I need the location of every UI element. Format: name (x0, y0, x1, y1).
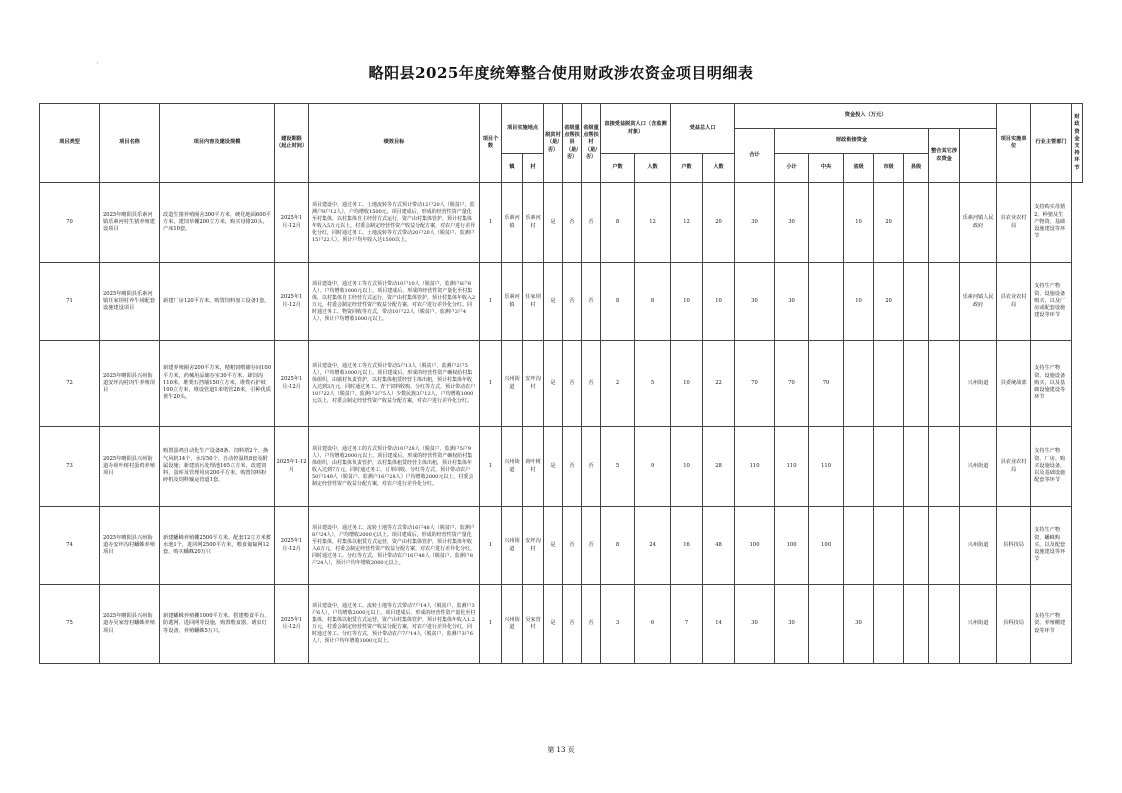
header-unit: 项目实施单位 (997, 104, 1031, 183)
cell-town: 乐素河镇 (502, 263, 523, 341)
cell-total-people: 20 (703, 183, 735, 263)
header-direct-benefit: 直接受益脱贫人口（含监测对象） (601, 104, 671, 154)
cell-content: 新建蟠蛛养殖棚2500平方米，配套12立方米蓄水池1个，进回网2500平方米，喂食匍匐网12套，购买蟠蛛20万只 (160, 507, 275, 585)
table-row (40, 507, 1083, 585)
cell-province: 10 (844, 183, 874, 263)
cell-key-village: 否 (582, 263, 601, 341)
cell-people: 5 (635, 341, 671, 427)
project-detail-table (39, 103, 1083, 664)
cell-count: 1 (480, 183, 502, 263)
table-row (40, 263, 1083, 341)
cell-other (929, 427, 960, 507)
header-location: 项目实施地点 (502, 104, 544, 154)
cell-people: 24 (635, 507, 671, 585)
cell-other (929, 507, 960, 585)
cell-households: 2 (601, 341, 635, 427)
cell-subtotal: 100 (775, 507, 809, 585)
cell-subtotal: 30 (775, 585, 809, 664)
cell-province (844, 427, 874, 507)
cell-unit: 兴州街道 (960, 585, 997, 664)
cell-village: 安坪沟村 (523, 507, 544, 585)
cell-content: 新建厂房120平方米，购置饲料加工设备1套。 (160, 263, 275, 341)
cell-village: 乐素河村 (523, 183, 544, 263)
cell-households: 8 (601, 183, 635, 263)
cell-support: 支持生产物资、设施设备购买，以及基础设施建设等环节 (1031, 341, 1072, 427)
header-households: 户数 (601, 154, 635, 183)
cell-total-households: 7 (671, 585, 703, 664)
cell-province (844, 341, 874, 427)
cell-total-households: 10 (671, 263, 703, 341)
header-poor: 脱贫村（是/否） (544, 104, 563, 183)
cell-town: 兴州街道 (502, 507, 523, 585)
cell-town: 兴州街道 (502, 427, 523, 507)
cell-people: 8 (635, 263, 671, 341)
cell-content: 新建养殖圈舍200平方米，精粗饲喂储存间100平方米，药械用品储存室30平方米，肆饲沟110米，堆粪石挡墙150立方米，堆粪石护坡100立方米，堆设管道1米堵管28米，引种优质黄牛20头。 (160, 341, 275, 427)
header-type: 项目类型 (40, 104, 100, 183)
table-body (40, 183, 1083, 664)
cell-city (874, 507, 904, 585)
cell-perf: 项目建设中，通过务工、流转土地等方式带动7户14人（脱贫户、监测户3户6人），户均增收2000元以上，项目建成后，形成的经营性资产量化至村集体，村集体以租赁方式运营，资产由村集体管护，预计村集体年收入1.2万元，村委会制定经营性资产收益分配方案，对农户进行差异化分红，同时通过务工、分红等方式，预计带动农户7户14人（脱贫户、监测户3户6人），预计户均年增收1000元以上。 (309, 585, 480, 664)
cell-content: 改造生猪养殖圈舍300平方米，硬化地面600平方米，建饲草棚200立方米，购买母猪20头，产床10套。 (160, 183, 275, 263)
cell-type: 74 (40, 507, 100, 585)
cell-province (844, 507, 874, 585)
cell-total-people: 14 (703, 585, 735, 664)
cell-dept: 县农业农村局 (997, 427, 1031, 507)
cell-village: 安坪沟村 (523, 341, 544, 427)
cell-sum: 70 (735, 341, 775, 427)
cell-period: 2025年1月-12月 (275, 341, 309, 427)
cell-unit: 兴州街道 (960, 341, 997, 427)
cell-poor: 是 (544, 427, 563, 507)
header-period: 建设期限（起止时间） (275, 104, 309, 183)
cell-poor: 是 (544, 585, 563, 664)
cell-unit: 乐素河镇人民政府 (960, 183, 997, 263)
cell-perf: 项目建设中，通过务工、土地流转等方式预计带动12户20人（脱贫户、监测户8户12人），户均增收1500元。项目建成后，形成的经营性资产量化至村集体，以村集体自主经营方式运行，资产由村集体管护，预计村集体年收入5万元以上，村委会制定经营性资产收益分配方案，对农户进行差异化分红，同时通过务工、土地流转等方式带动20户20人（脱贫户、监测户15户22人），预计户均年收入达1500以上。 (309, 183, 480, 263)
cell-key-county: 否 (563, 183, 582, 263)
cell-people: 12 (635, 183, 671, 263)
cell-name: 2025年略阳县兴州街道办安坪沟村蟠蛛养殖项目 (100, 507, 160, 585)
cell-city: 20 (874, 183, 904, 263)
header-sum: 合计 (735, 129, 775, 183)
cell-content: 新建蟠蛛养殖棚1000平方米，搭建喂食平台、防逃网、进回网等设施，购置喂食器、诱虫灯等设备，养殖蟠蛛5万只。 (160, 585, 275, 664)
cell-poor: 是 (544, 263, 563, 341)
cell-period: 2025年1-12月 (275, 427, 309, 507)
cell-central (809, 183, 844, 263)
cell-period: 2025年1月-12月 (275, 183, 309, 263)
cell-sum: 100 (735, 507, 775, 585)
page-number: 第 13 页 (547, 746, 575, 754)
header-other: 整合其它涉农资金 (929, 129, 960, 183)
cell-total-households: 10 (671, 427, 703, 507)
header-finance: 财政衔接资金 (775, 129, 929, 154)
cell-content: 购置蛋鸡自动化生产设备8条、饲料塔2个、换气风机14个、水帘50个、自动控温机8套及附属设施；新建消污处理池165立方米，改建饲料、蛋库及管理用房200平方米，购置饲料粉碎机及饲料输运管道1套。 (160, 427, 275, 507)
cell-village: 任家坝村 (523, 263, 544, 341)
cell-subtotal: 110 (775, 427, 809, 507)
cell-households: 8 (601, 263, 635, 341)
cell-count: 1 (480, 507, 502, 585)
header-key-county: 省级重点帮扶县（是/否） (563, 104, 582, 183)
cell-type: 72 (40, 341, 100, 427)
cell-village: 荷叶树村 (523, 427, 544, 507)
cell-village: 吴家营村 (523, 585, 544, 664)
cell-perf: 项目建设中，通过务工等方式预计带动5户13人（脱贫户、监测户2户5人），户均增收1000元以上。项目建成后，形成的经营性资产确权给村集体组织，由镇村负责管护，以村集体租赁经营主体出租，预计村集体年收入达到3万元，同时通过务工、青干饲料收购、分红等方式，预计带动农户10户22人（脱贫户、监测户2户5人）少数民族3户12人，户均增收1000元以上，村委会制定经营性资产收益分配方案，对农户进行差异化分红。 (309, 341, 480, 427)
cell-key-village: 否 (582, 341, 601, 427)
cell-name: 2025年略阳县兴州街道安坪沟村肉牛养殖项目 (100, 341, 160, 427)
cell-city (874, 427, 904, 507)
cell-perf: 项目建设中，通过务工、流转土地等方式带动16户48人（脱贫户、监测户8户24人），户均增收2000元以上。项目建成后，形成的经营性资产量化至村集体，村集体以租赁方式运营，资产由村集体管护，预计村集体年收入6万元，村委会制定经营性资产收益分配方案，对农户进行差异化分红，同时通过务工、分红等方式，预计带动农户16户48人（脱贫户、监测户8户24人），预计户均年增收2000元以上。 (309, 507, 480, 585)
cell-support: 支持生产物资、设施设备购买，以及厂房或配套设施建设等环节 (1031, 263, 1072, 341)
cell-sum: 30 (735, 183, 775, 263)
header-county: 县级 (904, 154, 929, 183)
header-content: 项目内容及建设规模 (160, 104, 275, 183)
cell-county (904, 263, 929, 341)
cell-name: 2025年略阳县兴州街道办荷叶树村蛋鸡养殖项目 (100, 427, 160, 507)
table-row (40, 341, 1083, 427)
cell-name: 2025年略阳县兴州街道办吴家营村蟠蛛养殖项目 (100, 585, 160, 664)
cell-total-households: 10 (671, 341, 703, 427)
cell-total-people: 28 (703, 427, 735, 507)
cell-perf: 项目建设中，通过务工等方式预计带动10户10人（脱贫户、监测户8户8人），户均增收1000元以上。项目建成后，形成的经营性资产量化至村集体，以村集体自主经营方式运行，资产由村集体管护，预计村集体年收入2万元，村委会制定经营性资产收益分配方案，对农户进行差异化分红。同时通过务工、物资回收等方式，带动10户22人（脱贫户、监测户2户4人），预计户均增收1000元以上。 (309, 263, 480, 341)
header-people: 人数 (635, 154, 671, 183)
cell-other (929, 341, 960, 427)
cell-name: 2025年略阳县乐素河镇任家坝村养牛场配套设施建设项目 (100, 263, 160, 341)
cell-key-village: 否 (582, 585, 601, 664)
cell-period: 2025年1月-12月 (275, 585, 309, 664)
cell-sum: 30 (735, 263, 775, 341)
cell-subtotal: 30 (775, 183, 809, 263)
cell-support: 支持生产物资、厂房、购买设施设备，以及基础设施配套等环节 (1031, 427, 1072, 507)
cell-subtotal: 30 (775, 263, 809, 341)
cell-key-village: 否 (582, 507, 601, 585)
cell-people: 6 (635, 585, 671, 664)
cell-unit: 兴州街道 (960, 507, 997, 585)
cell-sum: 110 (735, 427, 775, 507)
cell-people: 9 (635, 427, 671, 507)
cell-total-households: 16 (671, 507, 703, 585)
cell-county (904, 341, 929, 427)
cell-subtotal: 70 (775, 341, 809, 427)
header-count: 项目个数 (480, 104, 502, 183)
cell-count: 1 (480, 427, 502, 507)
cell-poor: 是 (544, 183, 563, 263)
cell-poor: 是 (544, 507, 563, 585)
cell-other (929, 263, 960, 341)
cell-central (809, 263, 844, 341)
cell-households: 3 (601, 585, 635, 664)
page-mark: ' (97, 62, 99, 69)
page-title: 略阳县2025年度统筹整合使用财政涉农资金项目明细表 (368, 64, 754, 82)
cell-city (874, 341, 904, 427)
header-dept: 行业主管部门 (1031, 104, 1072, 183)
header-province: 省级 (844, 154, 874, 183)
header-support: 财政资金支持环节 (1072, 104, 1083, 183)
cell-poor: 是 (544, 341, 563, 427)
cell-households: 8 (601, 507, 635, 585)
cell-type: 75 (40, 585, 100, 664)
cell-total-people: 10 (703, 263, 735, 341)
cell-central: 100 (809, 507, 844, 585)
cell-dept: 县科技局 (997, 507, 1031, 585)
cell-total-people: 22 (703, 341, 735, 427)
cell-type: 73 (40, 427, 100, 507)
header-name: 项目名称 (100, 104, 160, 183)
table-row (40, 183, 1083, 263)
cell-key-county: 否 (563, 507, 582, 585)
cell-province: 30 (844, 585, 874, 664)
header-village: 村 (523, 154, 544, 183)
header-town: 镇 (502, 154, 523, 183)
header-funds: 资金投入（万元） (735, 104, 997, 129)
cell-name: 2025年略阳县乐素河镇乐素河村生猪养殖建设项目 (100, 183, 160, 263)
cell-period: 2025年1月-12月 (275, 507, 309, 585)
header-subtotal: 小计 (775, 154, 809, 183)
cell-type: 71 (40, 263, 100, 341)
cell-support: 支持购买母猪2、种猪及生产物资、基础设施建设等环节 (1031, 183, 1072, 263)
header-key-village: 省级重点帮扶村（是/否） (582, 104, 601, 183)
cell-county (904, 183, 929, 263)
cell-county (904, 427, 929, 507)
table-header (40, 104, 1083, 183)
header-central: 中央 (809, 154, 844, 183)
cell-town: 兴州街道 (502, 585, 523, 664)
cell-sum: 30 (735, 585, 775, 664)
cell-key-village: 否 (582, 183, 601, 263)
header-perf: 绩效目标 (309, 104, 480, 183)
cell-support: 支持生产物资、养殖棚建设等环节 (1031, 585, 1072, 664)
cell-unit: 兴州街道 (960, 427, 997, 507)
cell-central: 70 (809, 341, 844, 427)
cell-count: 1 (480, 585, 502, 664)
header-total-households: 户数 (671, 154, 703, 183)
table-row (40, 427, 1083, 507)
cell-town: 兴州街道 (502, 341, 523, 427)
cell-dept: 县科技局 (997, 585, 1031, 664)
header-total-people: 人数 (703, 154, 735, 183)
cell-central: 110 (809, 427, 844, 507)
cell-support: 支持生产物资、蟠蛛购买，以及配套设施建设等环节 (1031, 507, 1072, 585)
cell-town: 乐素河镇 (502, 183, 523, 263)
cell-households: 5 (601, 427, 635, 507)
cell-unit: 乐素河镇人民政府 (960, 263, 997, 341)
cell-county (904, 585, 929, 664)
cell-city (874, 585, 904, 664)
cell-dept: 县农业农村局 (997, 263, 1031, 341)
cell-total-people: 48 (703, 507, 735, 585)
table-row (40, 585, 1083, 664)
cell-count: 1 (480, 263, 502, 341)
cell-period: 2025年1月-12月 (275, 263, 309, 341)
cell-key-county: 否 (563, 427, 582, 507)
cell-central (809, 585, 844, 664)
cell-key-county: 否 (563, 585, 582, 664)
cell-total-households: 12 (671, 183, 703, 263)
cell-key-village: 否 (582, 427, 601, 507)
cell-type: 70 (40, 183, 100, 263)
cell-dept: 县农业农村局 (997, 183, 1031, 263)
cell-county (904, 507, 929, 585)
header-city: 市级 (874, 154, 904, 183)
cell-other (929, 585, 960, 664)
cell-other (929, 183, 960, 263)
cell-province: 10 (844, 263, 874, 341)
cell-city: 20 (874, 263, 904, 341)
cell-perf: 项目建设中，通过务工的方式预计带动10户28人（脱贫户、监测户5户9人），户均增收2000元以上。项目建成后，形成的经营性资产确权给村集体组织，由村集体负责管护，以村集体租赁经营主体出租，预计村集体年收入达到7万元，同时通过务工、订单回收、分红等方式，预计带动农户50户149人（脱贫户、监测户16户28人）户均增收2000元以上，村委会制定经营性资产收益分配方案，对农户进行差异化分红。 (309, 427, 480, 507)
cell-count: 1 (480, 341, 502, 427)
cell-dept: 县委统战部 (997, 341, 1031, 427)
cell-key-county: 否 (563, 263, 582, 341)
header-total-benefit: 受益总人口 (671, 104, 735, 154)
cell-key-county: 否 (563, 341, 582, 427)
